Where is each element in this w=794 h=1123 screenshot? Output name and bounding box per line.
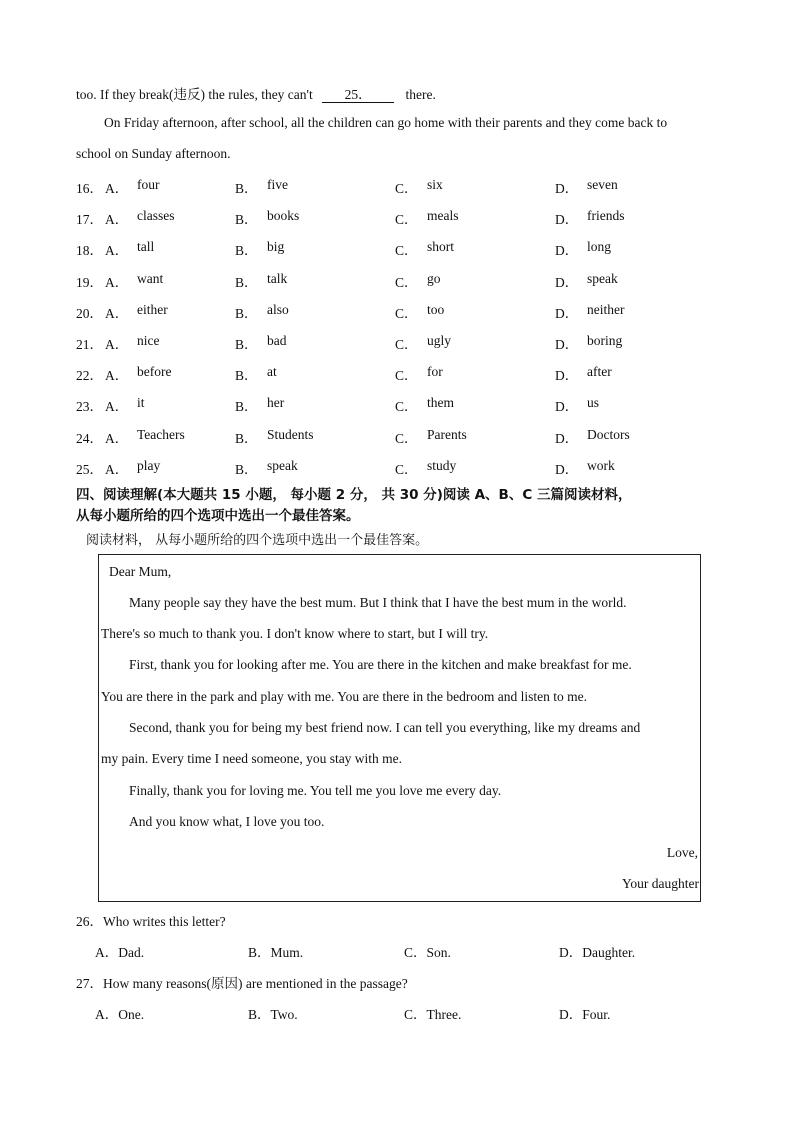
option-a-letter: A．	[105, 399, 129, 414]
option-c-text: six	[427, 177, 443, 192]
option-d-letter: D．	[555, 462, 579, 477]
option-b-letter: B．	[235, 368, 258, 383]
option-c-text: study	[427, 458, 457, 473]
option-d-letter: D．	[555, 275, 579, 290]
letter-line: You are there in the park and play with me. You are there in the bedroom and listen to me.	[101, 689, 588, 704]
option-a-text: tall	[137, 239, 155, 254]
option-d-letter: D．	[555, 306, 579, 321]
question-number: 20．	[76, 306, 103, 321]
option-b-text: five	[267, 177, 288, 192]
option-d-letter: D．	[555, 368, 579, 383]
option-d-text: after	[587, 364, 612, 379]
answer-blank-25: 25．	[322, 88, 394, 103]
letter-line: First, thank you for looking after me. You are there in the kitchen and make breakfast for me.	[129, 657, 632, 672]
reading-instruction: 阅读材料， 从每小题所给的四个选项中选出一个最佳答案。	[86, 533, 429, 548]
option-a-text: before	[137, 364, 172, 379]
option-b-text: talk	[267, 271, 288, 286]
option-c-letter: C．	[395, 243, 418, 258]
option-c-letter: C．	[395, 275, 418, 290]
option-a: A．One.	[95, 1007, 145, 1022]
option-b-letter: B．	[235, 337, 258, 352]
option-c: C．Son.	[404, 945, 451, 960]
cloze-question-row	[76, 333, 716, 353]
letter-signature: Your daughter	[622, 876, 699, 891]
option-a: A．Dad.	[95, 945, 145, 960]
option-d-text: Doctors	[587, 427, 630, 442]
option-b-text: speak	[267, 458, 298, 473]
option-b-text: books	[267, 208, 300, 223]
cloze-question-row	[76, 239, 716, 259]
option-a-text: play	[137, 458, 161, 473]
option-b-text: big	[267, 239, 285, 254]
letter-line: Many people say they have the best mum. But I think that I have the best mum in the world.	[129, 595, 627, 610]
option-b-text: her	[267, 395, 285, 410]
option-b-letter: B．	[235, 306, 258, 321]
option-d-letter: D．	[555, 399, 579, 414]
question-number: 18．	[76, 243, 103, 258]
letter-line: my pain. Every time I need someone, you stay with me.	[101, 751, 403, 766]
option-c-letter: C．	[395, 368, 418, 383]
cloze-question-row	[76, 271, 716, 291]
letter-line: And you know what, I love you too.	[129, 814, 325, 829]
option-a-text: classes	[137, 208, 175, 223]
option-a-text: either	[137, 302, 168, 317]
question-stem: 27．How many reasons(原因) are mentioned in the passage?	[76, 976, 408, 991]
option-d-letter: D．	[555, 337, 579, 352]
passage-line-1	[76, 83, 436, 103]
letter-line: Second, thank you for being my best friend now. I can tell you everything, like my dreams and	[129, 720, 641, 735]
option-c-text: meals	[427, 208, 459, 223]
option-b-letter: B．	[235, 243, 258, 258]
option-c-letter: C．	[395, 431, 418, 446]
option-d-text: seven	[587, 177, 618, 192]
letter-line: Finally, thank you for loving me. You tell me you love me every day.	[129, 783, 502, 798]
option-a-letter: A．	[105, 181, 129, 196]
question-number: 17．	[76, 212, 103, 227]
option-d-text: boring	[587, 333, 623, 348]
option-c-letter: C．	[395, 337, 418, 352]
option-a-text: want	[137, 271, 164, 286]
cloze-question-row	[76, 302, 716, 322]
option-d-text: neither	[587, 302, 625, 317]
option-b-letter: B．	[235, 181, 258, 196]
option-d-text: long	[587, 239, 612, 254]
option-c-text: too	[427, 302, 445, 317]
question-number: 19．	[76, 275, 103, 290]
letter-line: There's so much to thank you. I don't know where to start, but I will try.	[101, 626, 489, 641]
option-c-text: go	[427, 271, 441, 286]
question-number: 25．	[76, 462, 103, 477]
option-d: D．Four.	[559, 1007, 611, 1022]
question-number: 16．	[76, 181, 103, 196]
option-d-text: us	[587, 395, 600, 410]
option-a-text: four	[137, 177, 160, 192]
option-b-text: at	[267, 364, 277, 379]
option-c-text: for	[427, 364, 443, 379]
letter-greeting: Dear Mum,	[109, 564, 172, 579]
option-c-letter: C．	[395, 181, 418, 196]
passage-line-2: On Friday afternoon, after school, all the children can go home with their parents and they come back to	[104, 115, 668, 130]
question-number: 21．	[76, 337, 103, 352]
option-b-letter: B．	[235, 431, 258, 446]
cloze-question-row	[76, 458, 716, 478]
option-b-letter: B．	[235, 462, 258, 477]
option-a-letter: A．	[105, 462, 129, 477]
section-heading: 四、阅读理解(本大题共 15 小题， 每小题 2 分， 共 30 分)阅读 A、B、C 三篇阅读材料，	[76, 487, 632, 503]
option-a-letter: A．	[105, 337, 129, 352]
letter-closing: Love,	[666, 845, 698, 860]
option-c-text: Parents	[427, 427, 467, 442]
option-b-letter: B．	[235, 399, 258, 414]
option-d-letter: D．	[555, 212, 579, 227]
option-b-text: bad	[267, 333, 287, 348]
option-d-letter: D．	[555, 431, 579, 446]
option-c-text: short	[427, 239, 454, 254]
option-b: B．Two.	[248, 1007, 298, 1022]
option-d-text: friends	[587, 208, 625, 223]
option-c: C．Three.	[404, 1007, 462, 1022]
question-stem: 26．Who writes this letter?	[76, 914, 226, 929]
option-c-letter: C．	[395, 306, 418, 321]
option-d-letter: D．	[555, 243, 579, 258]
option-a-letter: A．	[105, 243, 129, 258]
option-a-text: it	[137, 395, 145, 410]
option-c-text: them	[427, 395, 454, 410]
cloze-question-row	[76, 364, 716, 384]
option-a-letter: A．	[105, 212, 129, 227]
option-c-letter: C．	[395, 212, 418, 227]
cloze-question-row	[76, 177, 716, 197]
option-b-letter: B．	[235, 275, 258, 290]
option-c-text: ugly	[427, 333, 452, 348]
option-d-letter: D．	[555, 181, 579, 196]
option-b-text: Students	[267, 427, 314, 442]
option-c-letter: C．	[395, 399, 418, 414]
option-a-letter: A．	[105, 275, 129, 290]
question-number: 24．	[76, 431, 103, 446]
option-a-letter: A．	[105, 431, 129, 446]
passage-text: there.	[405, 87, 436, 102]
option-b-text: also	[267, 302, 289, 317]
option-d-text: work	[587, 458, 615, 473]
option-a-text: Teachers	[137, 427, 185, 442]
section-heading-line-2: 从每小题所给的四个选项中选出一个最佳答案。	[76, 508, 360, 524]
question-number: 22．	[76, 368, 103, 383]
passage-text: too. If they break(违反) the rules, they can't	[76, 87, 313, 102]
option-c-letter: C．	[395, 462, 418, 477]
cloze-question-row	[76, 208, 716, 228]
option-d: D．Daughter.	[559, 945, 636, 960]
option-a-text: nice	[137, 333, 160, 348]
cloze-question-row	[76, 427, 716, 447]
option-b-letter: B．	[235, 212, 258, 227]
question-number: 23．	[76, 399, 103, 414]
passage-line-3: school on Sunday afternoon.	[76, 146, 231, 161]
option-a-letter: A．	[105, 306, 129, 321]
option-a-letter: A．	[105, 368, 129, 383]
option-d-text: speak	[587, 271, 618, 286]
option-b: B．Mum.	[248, 945, 304, 960]
cloze-question-row	[76, 395, 716, 415]
